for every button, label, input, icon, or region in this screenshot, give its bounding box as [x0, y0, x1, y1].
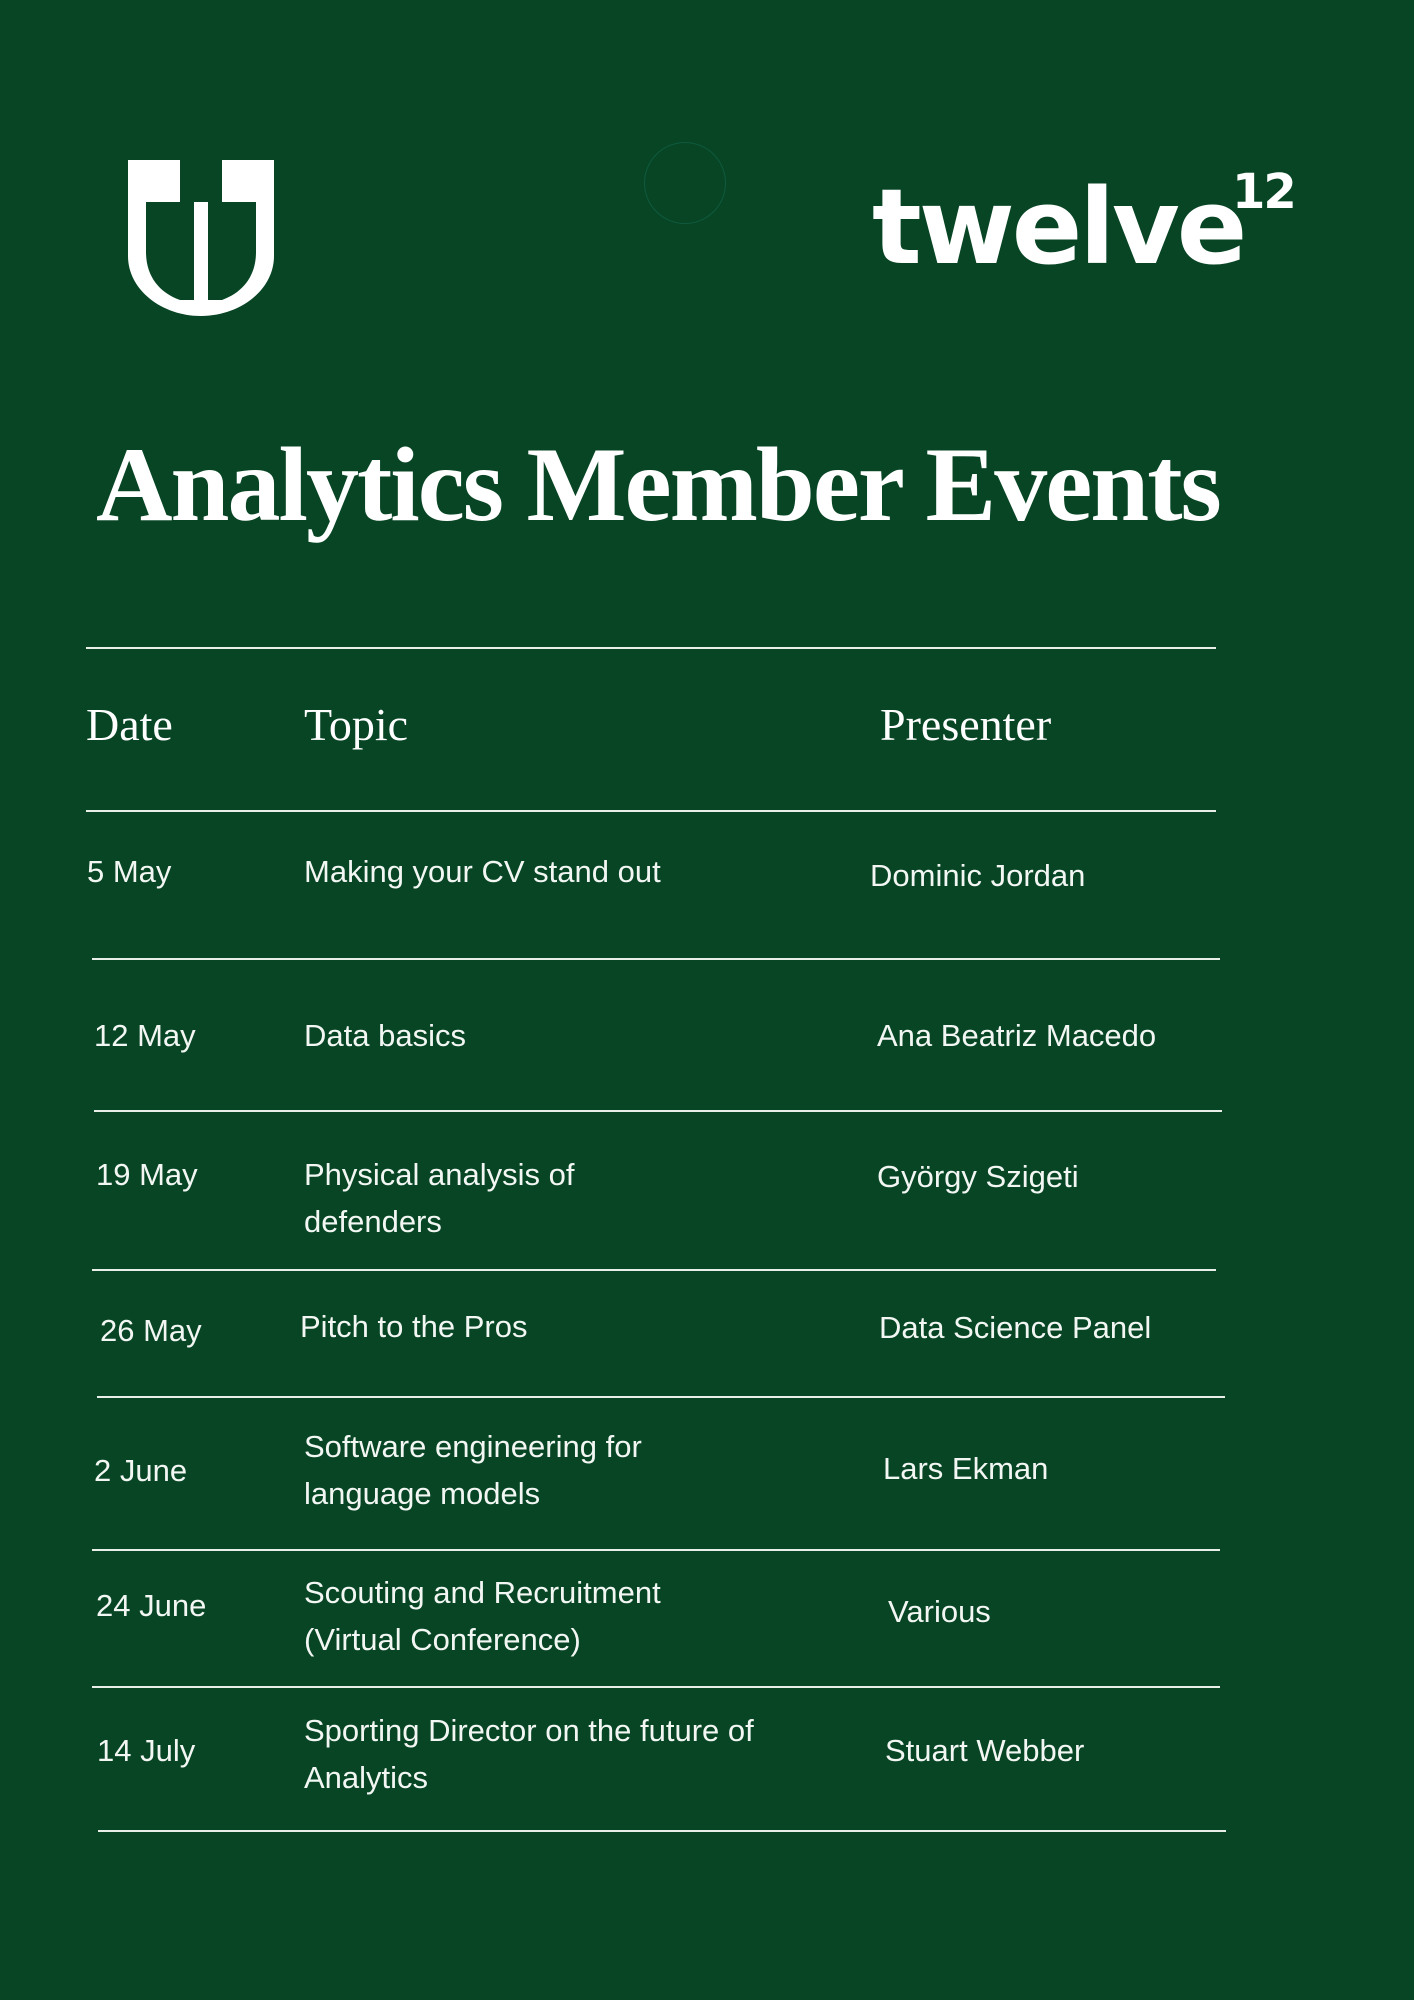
row-2-date: 12 May	[94, 1018, 196, 1053]
decorative-circle	[644, 142, 726, 224]
row-divider	[97, 1396, 1225, 1398]
twelve-logo-superscript: 12	[1232, 164, 1295, 220]
row-7-presenter: Stuart Webber	[885, 1733, 1085, 1768]
row-3-date: 19 May	[96, 1157, 198, 1192]
row-divider	[92, 1686, 1220, 1688]
row-2-presenter: Ana Beatriz Macedo	[877, 1018, 1157, 1053]
row-6-topic: Scouting and Recruitment (Virtual Conference)	[304, 1575, 661, 1657]
twelve-logo-wordmark: twelve	[872, 166, 1245, 288]
row-7-topic: Sporting Director on the future of Analytics	[304, 1713, 754, 1795]
row-6-presenter: Various	[888, 1594, 991, 1629]
row-1-presenter: Dominic Jordan	[870, 858, 1086, 893]
table-top-rule	[86, 647, 1216, 649]
header-bottom-rule	[86, 810, 1216, 812]
row-divider	[92, 1549, 1220, 1551]
row-5-presenter: Lars Ekman	[883, 1451, 1049, 1486]
row-5-topic: Software engineering for language models	[304, 1429, 642, 1511]
row-divider	[92, 1269, 1216, 1271]
table-bottom-rule	[98, 1830, 1226, 1832]
header-date: Date	[86, 699, 173, 750]
row-2-topic: Data basics	[304, 1018, 466, 1053]
row-5-date: 2 June	[94, 1453, 188, 1488]
page-title: Analytics Member Events	[96, 426, 1220, 543]
row-4-topic: Pitch to the Pros	[300, 1309, 528, 1344]
row-divider	[92, 958, 1220, 960]
row-divider	[94, 1110, 1222, 1112]
row-3-topic: Physical analysis of defenders	[304, 1157, 575, 1239]
row-3-presenter: György Szigeti	[877, 1159, 1079, 1194]
row-1-date: 5 May	[87, 854, 172, 889]
row-4-date: 26 May	[100, 1313, 202, 1348]
header-topic: Topic	[304, 699, 409, 750]
shield-logo-icon	[128, 160, 274, 316]
row-6-date: 24 June	[96, 1588, 207, 1623]
header-presenter: Presenter	[880, 699, 1052, 750]
row-7-date: 14 July	[97, 1733, 196, 1768]
row-1-topic: Making your CV stand out	[304, 854, 661, 889]
row-4-presenter: Data Science Panel	[879, 1310, 1152, 1345]
